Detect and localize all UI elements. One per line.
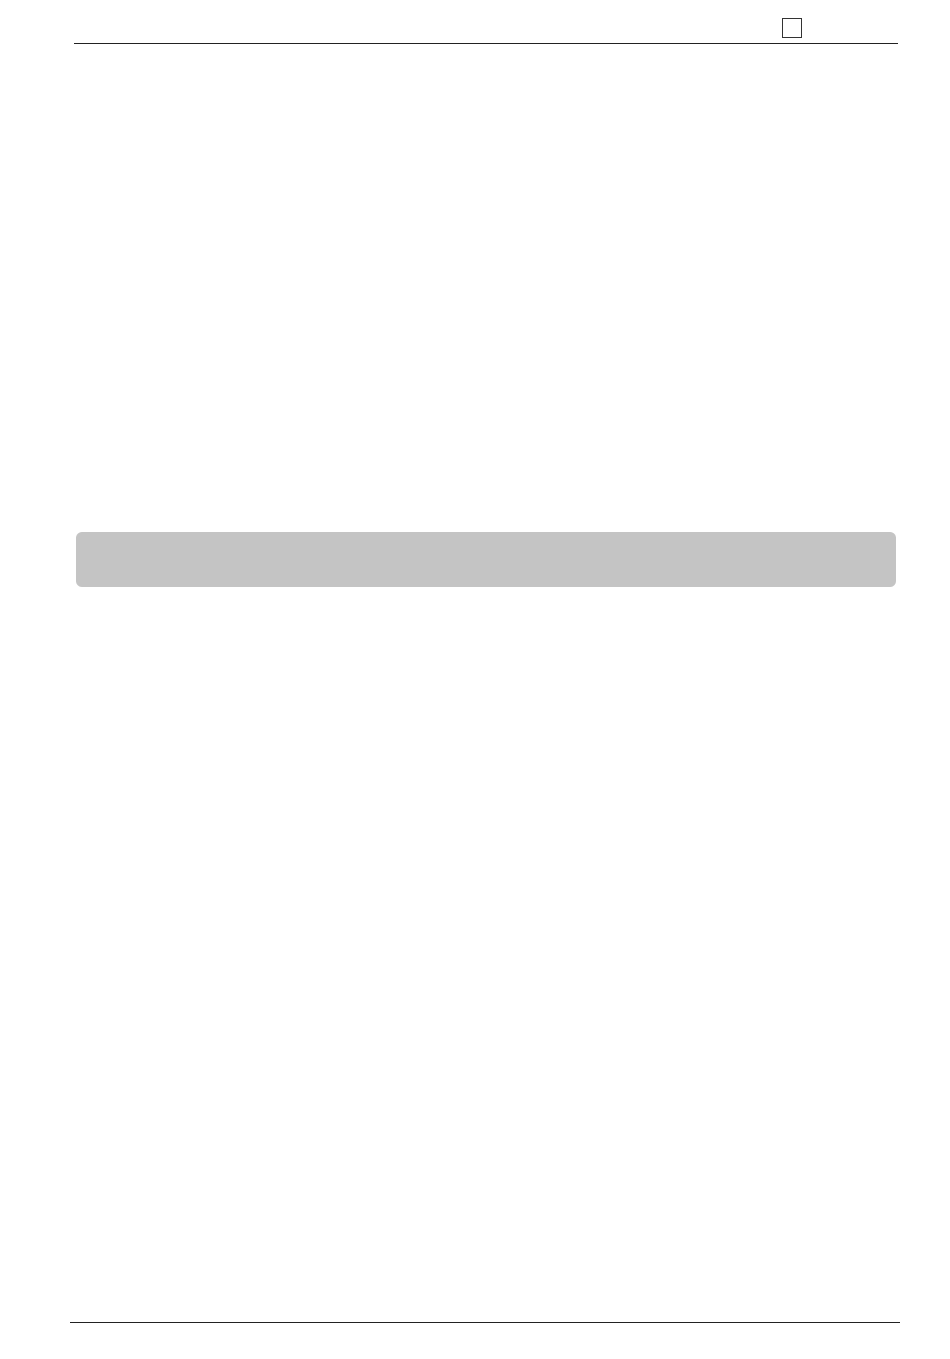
footer-divider xyxy=(70,1322,900,1323)
brand-logo xyxy=(782,18,808,38)
chapter-banner xyxy=(76,532,896,587)
brand-mark-icon xyxy=(782,18,802,38)
header-divider xyxy=(74,43,898,44)
